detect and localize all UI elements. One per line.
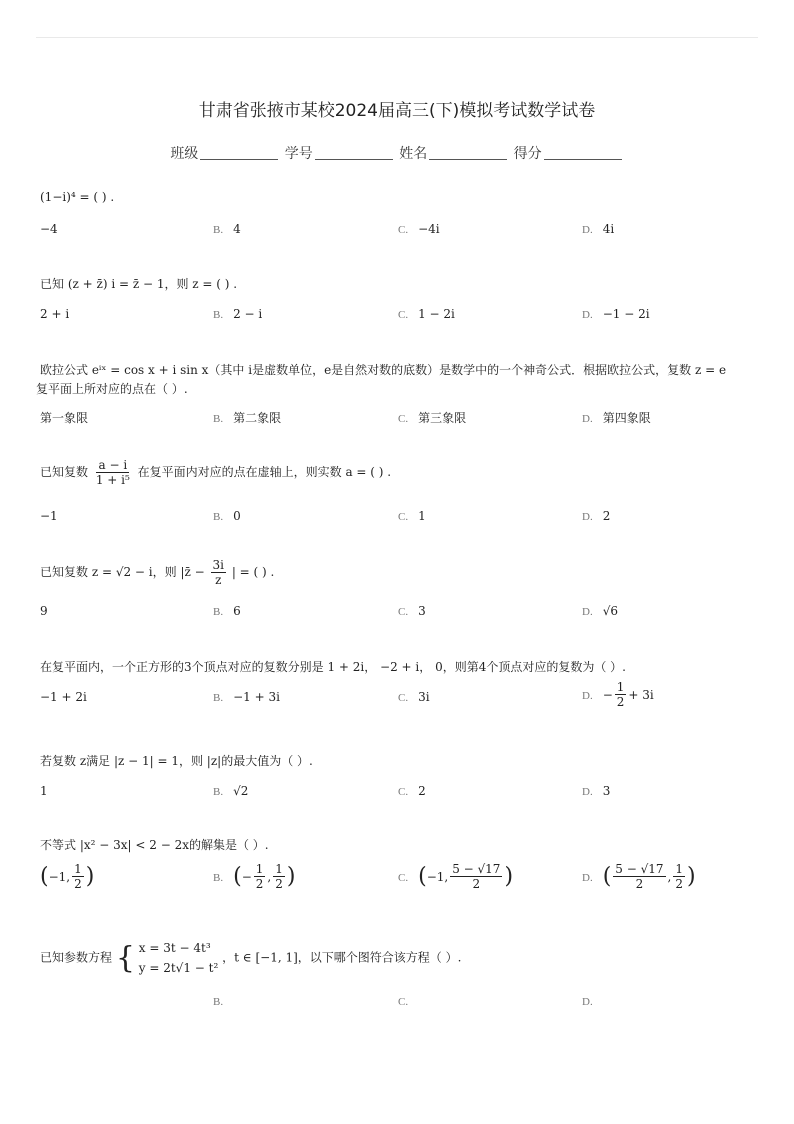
class-blank[interactable]: [200, 159, 278, 160]
option-d[interactable]: D. 4i: [582, 222, 615, 236]
option-d[interactable]: D. 第四象限: [582, 411, 651, 425]
option-b[interactable]: B. (− $\frac{1}{2}$ , $\frac{1}{2}$ ): [213, 862, 296, 891]
question-stem: 已知 (z + z̄) i = z̄ − 1，则 z = ( ) .: [40, 277, 238, 291]
option-d[interactable]: D. 3: [582, 784, 611, 798]
fraction: $\frac{5 - √17}{2}$: [615, 862, 664, 891]
question-stem: 不等式 |x² − 3x| < 2 − 2x的解集是（ ）.: [40, 838, 269, 852]
option-a[interactable]: 1: [40, 784, 48, 798]
option-d[interactable]: D. √6: [582, 604, 618, 618]
question-stem-line-2: 复平面上所对应的点在（ ）.: [36, 382, 188, 396]
option-c[interactable]: C. 1 − 2i: [398, 307, 455, 321]
name-blank[interactable]: [429, 159, 507, 160]
option-b[interactable]: B. 4: [213, 222, 241, 236]
class-label: 班级: [170, 146, 199, 162]
score-blank[interactable]: [544, 159, 622, 160]
fraction: $\frac{3i}{z}$: [212, 558, 224, 587]
fraction: $\frac{1}{2}$: [74, 862, 82, 891]
option-a[interactable]: 第一象限: [40, 411, 89, 425]
question-stem: 若复数 z满足 |z − 1| = 1，则 |z|的最大值为（ ）.: [40, 754, 313, 768]
option-b[interactable]: B. √2: [213, 784, 249, 798]
fraction: $\frac{1}{2}$: [275, 862, 283, 891]
option-d[interactable]: D. − $\frac{1}{2}$ + 3i: [582, 680, 654, 709]
fraction: $\frac{a - i}{\text{1 + i⁵}}$: [95, 458, 130, 487]
option-b[interactable]: B. 第二象限: [213, 411, 282, 425]
option-d[interactable]: D. ( $\frac{5 - √17}{2}$ , $\frac{1}{2}$ ): [582, 862, 696, 891]
option-b[interactable]: B.: [213, 996, 224, 1008]
option-c[interactable]: C.: [398, 996, 409, 1008]
question-stem: 在复平面内，一个正方形的3个顶点对应的复数分别是 1 + 2i， −2 + i， 0，则第4个顶点对应的复数为（ ）.: [40, 660, 626, 674]
student-number-blank[interactable]: [315, 159, 393, 160]
option-c[interactable]: C. 第三象限: [398, 411, 467, 425]
option-d[interactable]: D. −1 − 2i: [582, 307, 650, 321]
option-b[interactable]: B. 2 − i: [213, 307, 263, 321]
student-info-line: [0, 143, 794, 163]
option-d[interactable]: D. 2: [582, 509, 611, 523]
option-c[interactable]: C. −4i: [398, 222, 440, 236]
option-c[interactable]: C. 3i: [398, 690, 430, 704]
fraction: $\frac{1}{2}$: [616, 680, 625, 709]
top-rule: [36, 37, 758, 38]
option-a[interactable]: (−1, $\frac{1}{2}$ ): [40, 862, 95, 891]
question-stem: 已知复数 z = √2 − i，则 |z̄ − $\frac{3i}{z}$ | = ( ) .: [40, 558, 275, 587]
student-number-label: 学号: [284, 146, 313, 162]
option-a[interactable]: −1: [40, 509, 58, 523]
option-c[interactable]: C. 1: [398, 509, 426, 523]
fraction: $\frac{1}{2}$: [675, 862, 683, 891]
equation-system: x = 3t − 4t³ y = 2t√1 − t²: [138, 941, 219, 975]
option-d[interactable]: D.: [582, 996, 593, 1008]
page-title: 甘肃省张掖市某校2024届高三(下)模拟考试数学试卷: [198, 101, 596, 121]
question-stem: 已知复数 $\frac{a - i}{\text{1 + i⁵}}$ 在复平面内对应的点在虚轴上，则实数 a = ( ) .: [40, 458, 392, 487]
question-stem: 欧拉公式 eⁱˣ = cos x + i sin x（其中 i是虚数单位，e是自然对数的底数）是数学中的一个神奇公式．根据欧拉公式，复数 z = e: [40, 363, 727, 377]
question-stem: 已知参数方程 { x = 3t − 4t³ y = 2t√1 − t² ，t ∈ [−1, 1]，以下哪个图符合该方程（ ）.: [40, 938, 461, 978]
option-b[interactable]: B. 6: [213, 604, 241, 618]
question-stem: (1−i)⁴ = ( ) .: [40, 190, 115, 204]
option-b[interactable]: B. −1 + 3i: [213, 690, 280, 704]
fraction: $\frac{5 - √17}{2}$: [452, 862, 501, 891]
name-label: 姓名: [399, 146, 428, 162]
option-a[interactable]: 2 + i: [40, 307, 70, 321]
option-c[interactable]: C. (−1, $\frac{5 - √17}{2}$ ): [398, 862, 514, 891]
option-a[interactable]: 9: [40, 604, 48, 618]
option-a[interactable]: −1 + 2i: [40, 690, 87, 704]
option-a[interactable]: −4: [40, 222, 58, 236]
option-c[interactable]: C. 3: [398, 604, 426, 618]
score-label: 得分: [513, 146, 542, 162]
system-brace: {: [115, 940, 135, 976]
option-c[interactable]: C. 2: [398, 784, 426, 798]
fraction: $\frac{1}{2}$: [255, 862, 264, 891]
option-b[interactable]: B. 0: [213, 509, 241, 523]
